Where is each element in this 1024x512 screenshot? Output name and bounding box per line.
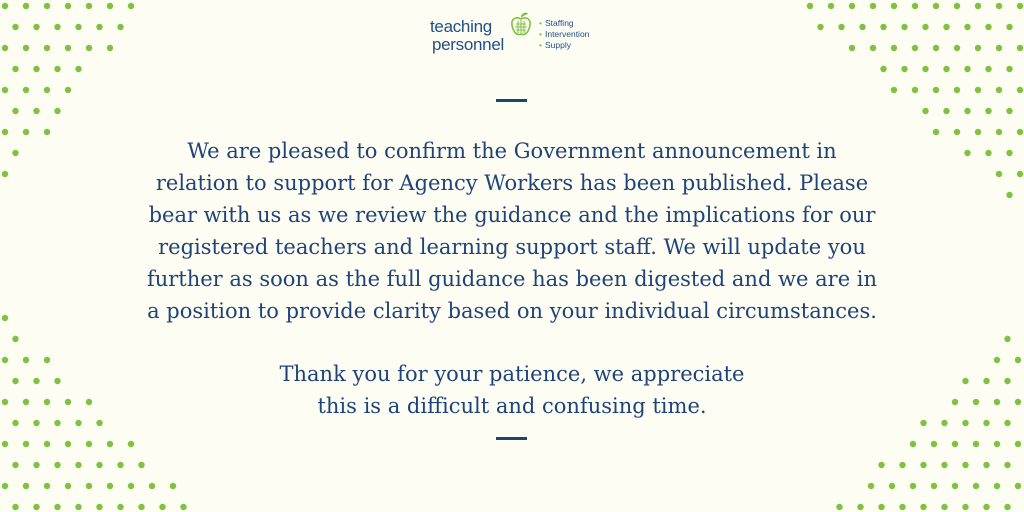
tagline-supply: • Supply (539, 40, 589, 51)
thank-you-paragraph (100, 358, 924, 422)
thank-you-line: this is a difficult and confusing time. (317, 394, 707, 418)
tagline-staffing: • Staffing (539, 18, 589, 29)
announcement-line: a position to provide clarity based on your individual circumstances. (147, 299, 877, 323)
announcement-line: relation to support for Agency Workers has been published. Please (155, 171, 869, 195)
announcement-paragraph (100, 135, 924, 327)
logo-text-teaching: teaching (430, 17, 492, 36)
logo-tagline (539, 18, 589, 51)
announcement-line: registered teachers and learning support staff. We will update you (158, 235, 866, 259)
logo-text-personnel: personnel (432, 35, 504, 54)
tagline-intervention: • Intervention (539, 29, 589, 40)
teaching-personnel-logo (430, 12, 600, 60)
apple-icon (510, 12, 532, 38)
announcement-line: bear with us as we review the guidance and the implications for our (148, 203, 876, 227)
thank-you-line: Thank you for your patience, we appreciate (279, 362, 745, 386)
announcement-line: further as soon as the full guidance has been digested and we are in (146, 267, 878, 291)
announcement-line: We are pleased to confirm the Government announcement in (187, 139, 837, 163)
divider-top (496, 99, 527, 102)
divider-bottom (496, 437, 527, 440)
